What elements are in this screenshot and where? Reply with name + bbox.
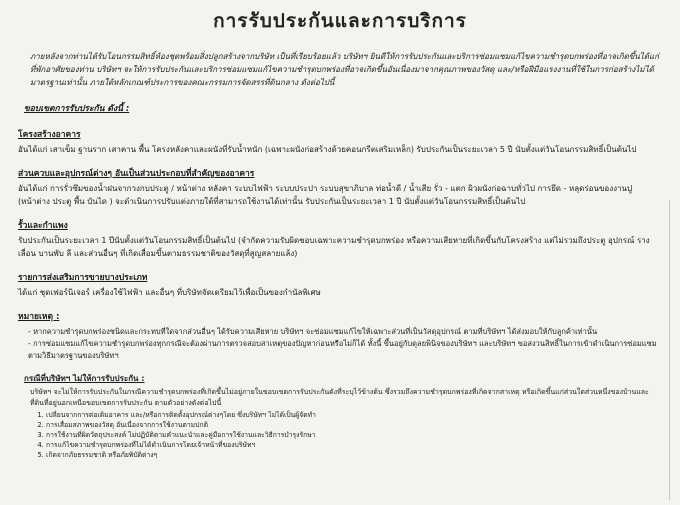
section-body: อันได้แก่ เสาเข็ม ฐานราก เสาคาน พื้น โครงหลังคาและผนังที่รับน้ำหนัก (เฉพาะผนังก่อสร้างด้วยคอนกรีตเสริมเหล็ก) รับประกันเป็นระยะเวลา 5 ปี นับตั้งแต่วันโอนกรรมสิทธิ์เป็นต้นไป xyxy=(18,145,637,154)
exclusions-section xyxy=(18,372,662,460)
notes-list xyxy=(18,326,662,362)
exclusions-intro: บริษัทฯ จะไม่ให้การรับประกันในกรณีความชำรุดบกพร่องที่เกิดขึ้นไม่อยู่ภายในขอบเขตการรับประกันดังที่ระบุไว้ข้างต้น ซึ่งรวมถึงความชำรุดบกพร่องที่เกิดจากสาเหตุ หรือเกิดขึ้นแก่ส่วนใดส่วนหนึ่งของบ้านและที่ดินที่อยู่นอกเหนือขอบเขตการรับประกัน ตามตัวอย่างดังต่อไปนี้ xyxy=(30,388,649,407)
list-item: - หากความชำรุดบกพร่องชนิดและกระทบที่ใดจากส่วนอื่นๆ ได้รับความเสียหาย บริษัทฯ จะซ่อมแซมแก้ไขให้เฉพาะส่วนที่เป็นวัสดุอุปกรณ์ ตามที่บริษัทฯ ได้ส่งมอบให้กับลูกค้าเท่านั้น xyxy=(28,327,598,336)
section-heading: โครงสร้างอาคาร xyxy=(18,130,81,140)
list-item: 4. การแก้ไขความชำรุดบกพร่องที่ไม่ได้ดำเนินการโดยเจ้าหน้าที่ของบริษัทฯ xyxy=(46,440,662,450)
section-components xyxy=(18,166,662,208)
intro-paragraph: ภายหลังจากท่านได้รับโอนกรรมสิทธิ์ห้องชุดพร้อมสิ่งปลูกสร้างจากบริษัท เป็นที่เรียบร้อยแล้ว บริษัทฯ ยินดีให้การรับประกันและบริการซ่อมแซมแก้ไขความชำรุดบกพร่องที่อาจเกิดขึ้นได้แก่ที่พักอาศัยของท่าน บริษัทฯ จะให้การรับประกันและบริการซ่อมแซมแก้ไขความชำรุดบกพร่องที่อาจเกิดขึ้นอันเนื่องมาจากคุณภาพของวัสดุ และ/หรือฝีมือแรงงานที่ใช้ในการก่อสร้างไม่ได้มาตรฐานเท่านั้น ภายใต้หลักเกณฑ์ประการของคณะกรรมการจัดสรรที่ดินกลาง ดังต่อไปนี้ xyxy=(30,52,659,87)
list-item: 5. เกิดจากภัยธรรมชาติ หรือภัยพิบัติต่างๆ xyxy=(46,450,662,460)
exclusions-heading: กรณีที่บริษัทฯ ไม่ให้การรับประกัน : xyxy=(24,374,145,383)
paper-edge-divider xyxy=(669,200,670,500)
list-item: 1. เปลี่ยนจากการต่อเติมอาคาร และ/หรือการติดตั้งอุปกรณ์ต่างๆโดย ซึ่งบริษัทฯ ไม่ได้เป็นผู้จัดทำ xyxy=(46,410,662,420)
section-heading: ส่วนควบและอุปกรณ์ต่างๆ อันเป็นส่วนประกอบที่สำคัญของอาคาร xyxy=(18,169,255,179)
notes-heading: หมายเหตุ : xyxy=(18,312,60,322)
section-structure xyxy=(18,127,662,156)
section-body: รับประกันเป็นระยะเวลา 1 ปีนับตั้งแต่วันโอนกรรมสิทธิ์เป็นต้นไป (จำกัดความรับผิดชอบเฉพาะความชำรุดบกพร่อง หรือความเสียหายที่เกิดขึ้นกับโครงสร้าง แต่ไม่รวมถึงประตู อุปกรณ์ รางเลื่อน บานพับ ลี และส่วนอื่นๆ ที่เกิดเสื่อมขึ้นตามธรรมชาติของวัสดุที่สูญสลายแล้ง) xyxy=(18,236,650,258)
section-fence xyxy=(18,218,662,260)
list-item: - การซ่อมแซมแก้ไขความชำรุดบกพร่องทุกกรณีจะต้องผ่านการตรวจสอบสาเหตุของปัญหาก่อนหรือไม่ก็ได้ ทั้งนี้ ขึ้นอยู่กับดุลยพินิจของบริษัทฯ และบริษัทฯ ขอสงวนสิทธิ์ในการเข้าดำเนินการซ่อมแซมตามวิธีมาตรฐานของบริษัทฯ xyxy=(28,339,657,360)
section-promotion xyxy=(18,270,662,299)
section-body: ได้แก่ ชุดเฟอร์นิเจอร์ เครื่องใช้ไฟฟ้า และอื่นๆ ที่บริษัทจัดเตรียมไว้เพื่อเป็นของกำนัลพิเศษ xyxy=(18,288,321,297)
scope-heading: ขอบเขตการรับประกัน ดังนี้ : xyxy=(24,104,130,114)
exclusions-list xyxy=(24,410,662,460)
list-item: 2. การเสื่อมสภาพของวัสดุ อันเนื่องจากการใช้งานตามปกติ xyxy=(46,420,662,430)
section-heading: รั้วและกำแพง xyxy=(18,221,68,231)
section-heading: รายการส่งเสริมการขายบางประเภท xyxy=(18,273,148,283)
page-title: การรับประกันและการบริการ xyxy=(213,10,467,32)
section-body: อันได้แก่ การรั่วซึมของน้ำฝนจากวงกบประตู / หน้าต่าง หลังคา ระบบไฟฟ้า ระบบประปา ระบบสุขาภิบาล ท่อน้ำดี / น้ำเสีย รั่ว - แตก ผิวผนังก่อฉาบทั่วไป การยึด - หลุดร่อนของงานปู (หน้าต่าง ประตู พื้น บันได ) จะดำเนินการปรับแต่งภายใต้ที่สามารถใช้งานได้เท่านั้น รับประกันเป็นระยะเวลา 1 ปี นับตั้งแต่วันโอนกรรมสิทธิ์เป็นต้นไป xyxy=(18,184,633,206)
notes-section xyxy=(18,309,662,362)
list-item: 3. การใช้งานที่ผิดวัตถุประสงค์ ไม่ปฏิบัติตามคำแนะนำและคู่มือการใช้งานและวิธีการบำรุงรักษา xyxy=(46,430,662,440)
